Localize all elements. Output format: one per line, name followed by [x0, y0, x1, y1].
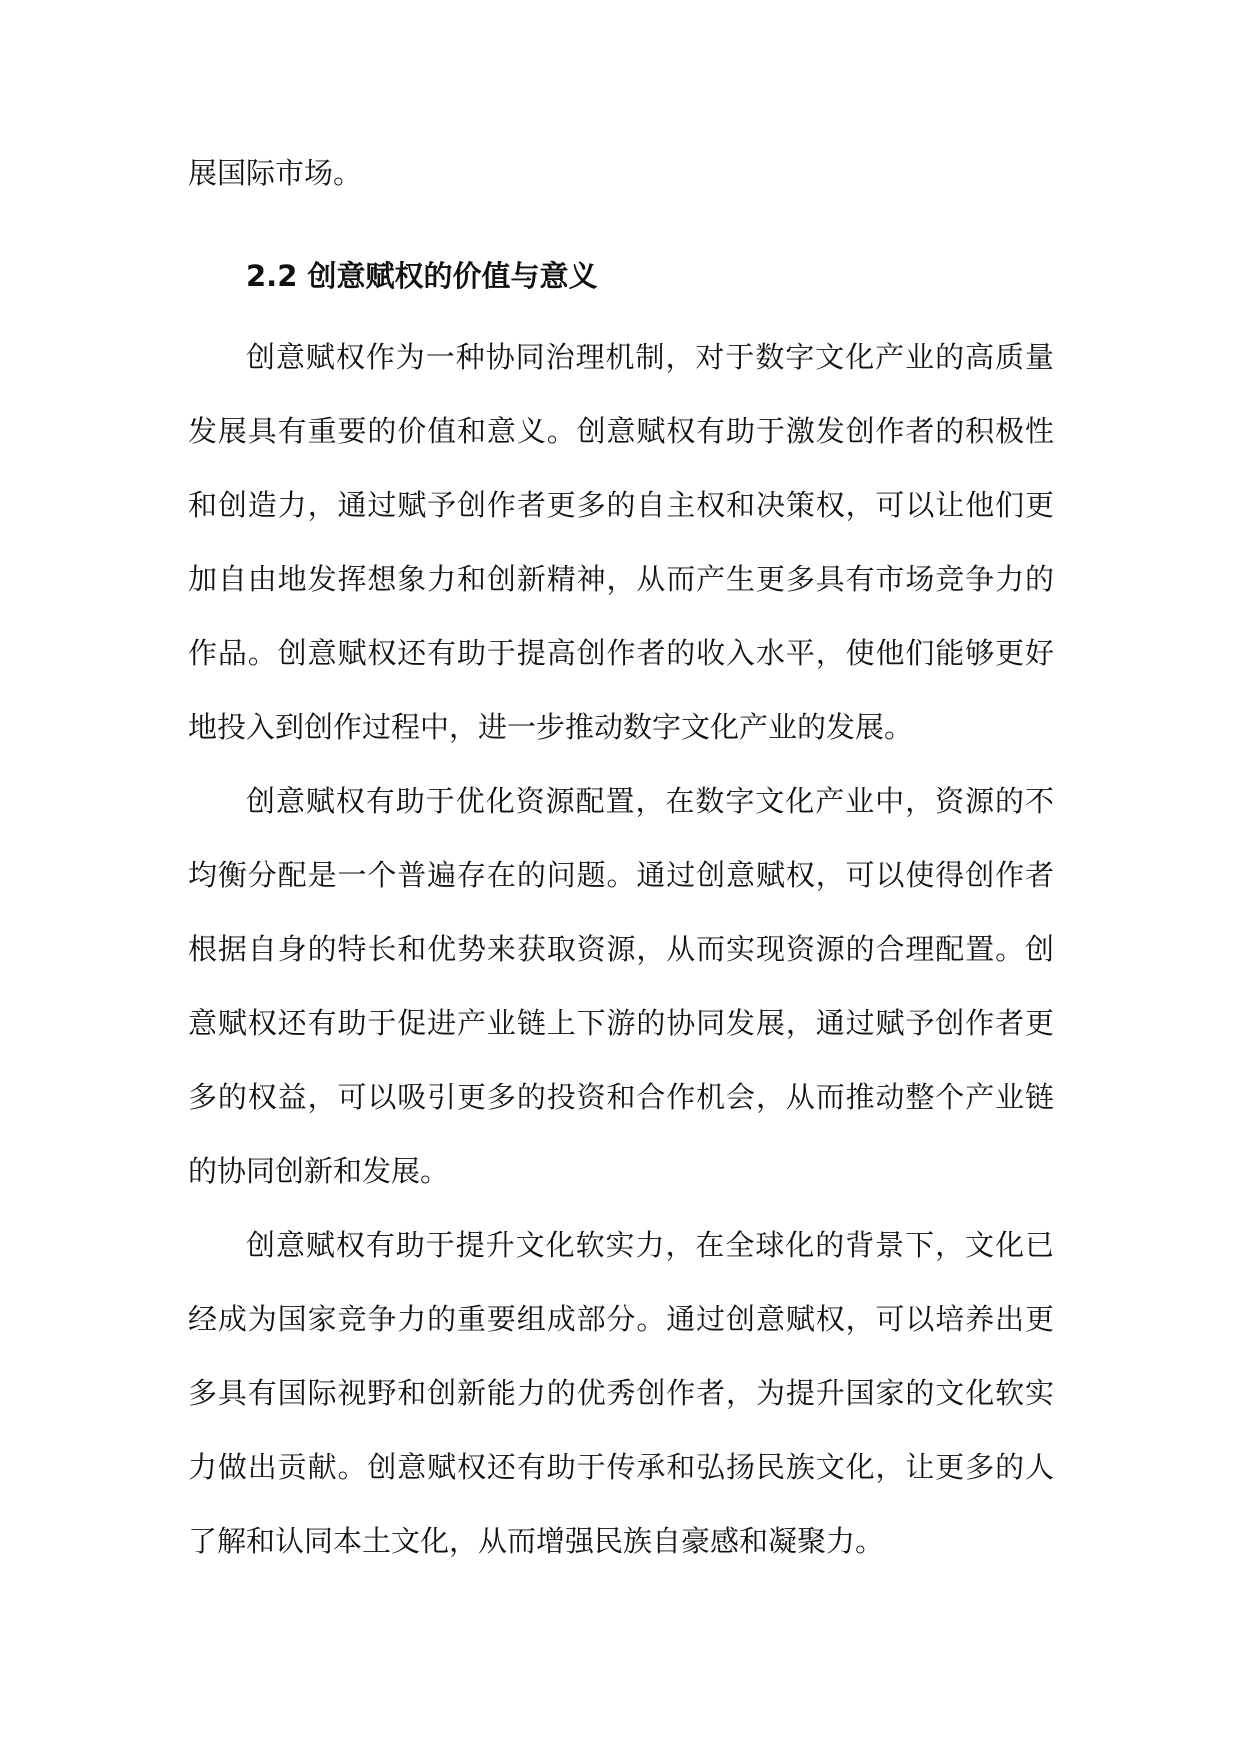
- paragraph-2: 创意赋权有助于优化资源配置，在数字文化产业中，资源的不均衡分配是一个普遍存在的问题。通过创意赋权，可以使得创作者根据自身的特长和优势来获取资源，从而实现资源的合理配置。创意赋权还有助于促进产业链上下游的协同发展，通过赋予创作者更多的权益，可以吸引更多的投资和合作机会，从而推动整个产业链的协同创新和发展。: [188, 784, 1054, 1188]
- paragraph-1: 创意赋权作为一种协同治理机制，对于数字文化产业的高质量发展具有重要的价值和意义。创意赋权有助于激发创作者的积极性和创造力，通过赋予创作者更多的自主权和决策权，可以让他们更加自由地发挥想象力和创新精神，从而产生更多具有市场竞争力的作品。创意赋权还有助于提高创作者的收入水平，使他们能够更好地投入到创作过程中，进一步推动数字文化产业的发展。: [188, 340, 1054, 744]
- section-number: 2.2: [246, 259, 298, 293]
- paragraph-3: 创意赋权有助于提升文化软实力，在全球化的背景下，文化已经成为国家竞争力的重要组成部分。通过创意赋权，可以培养出更多具有国际视野和创新能力的优秀创作者，为提升国家的文化软实力做出贡献。创意赋权还有助于传承和弘扬民族文化，让更多的人了解和认同本土文化，从而增强民族自豪感和凝聚力。: [188, 1228, 1054, 1558]
- section-heading: [246, 256, 598, 296]
- section-body: [188, 320, 1054, 1578]
- continuation-text: 展国际市场。: [188, 156, 363, 190]
- section-title: 创意赋权的价值与意义: [307, 259, 598, 293]
